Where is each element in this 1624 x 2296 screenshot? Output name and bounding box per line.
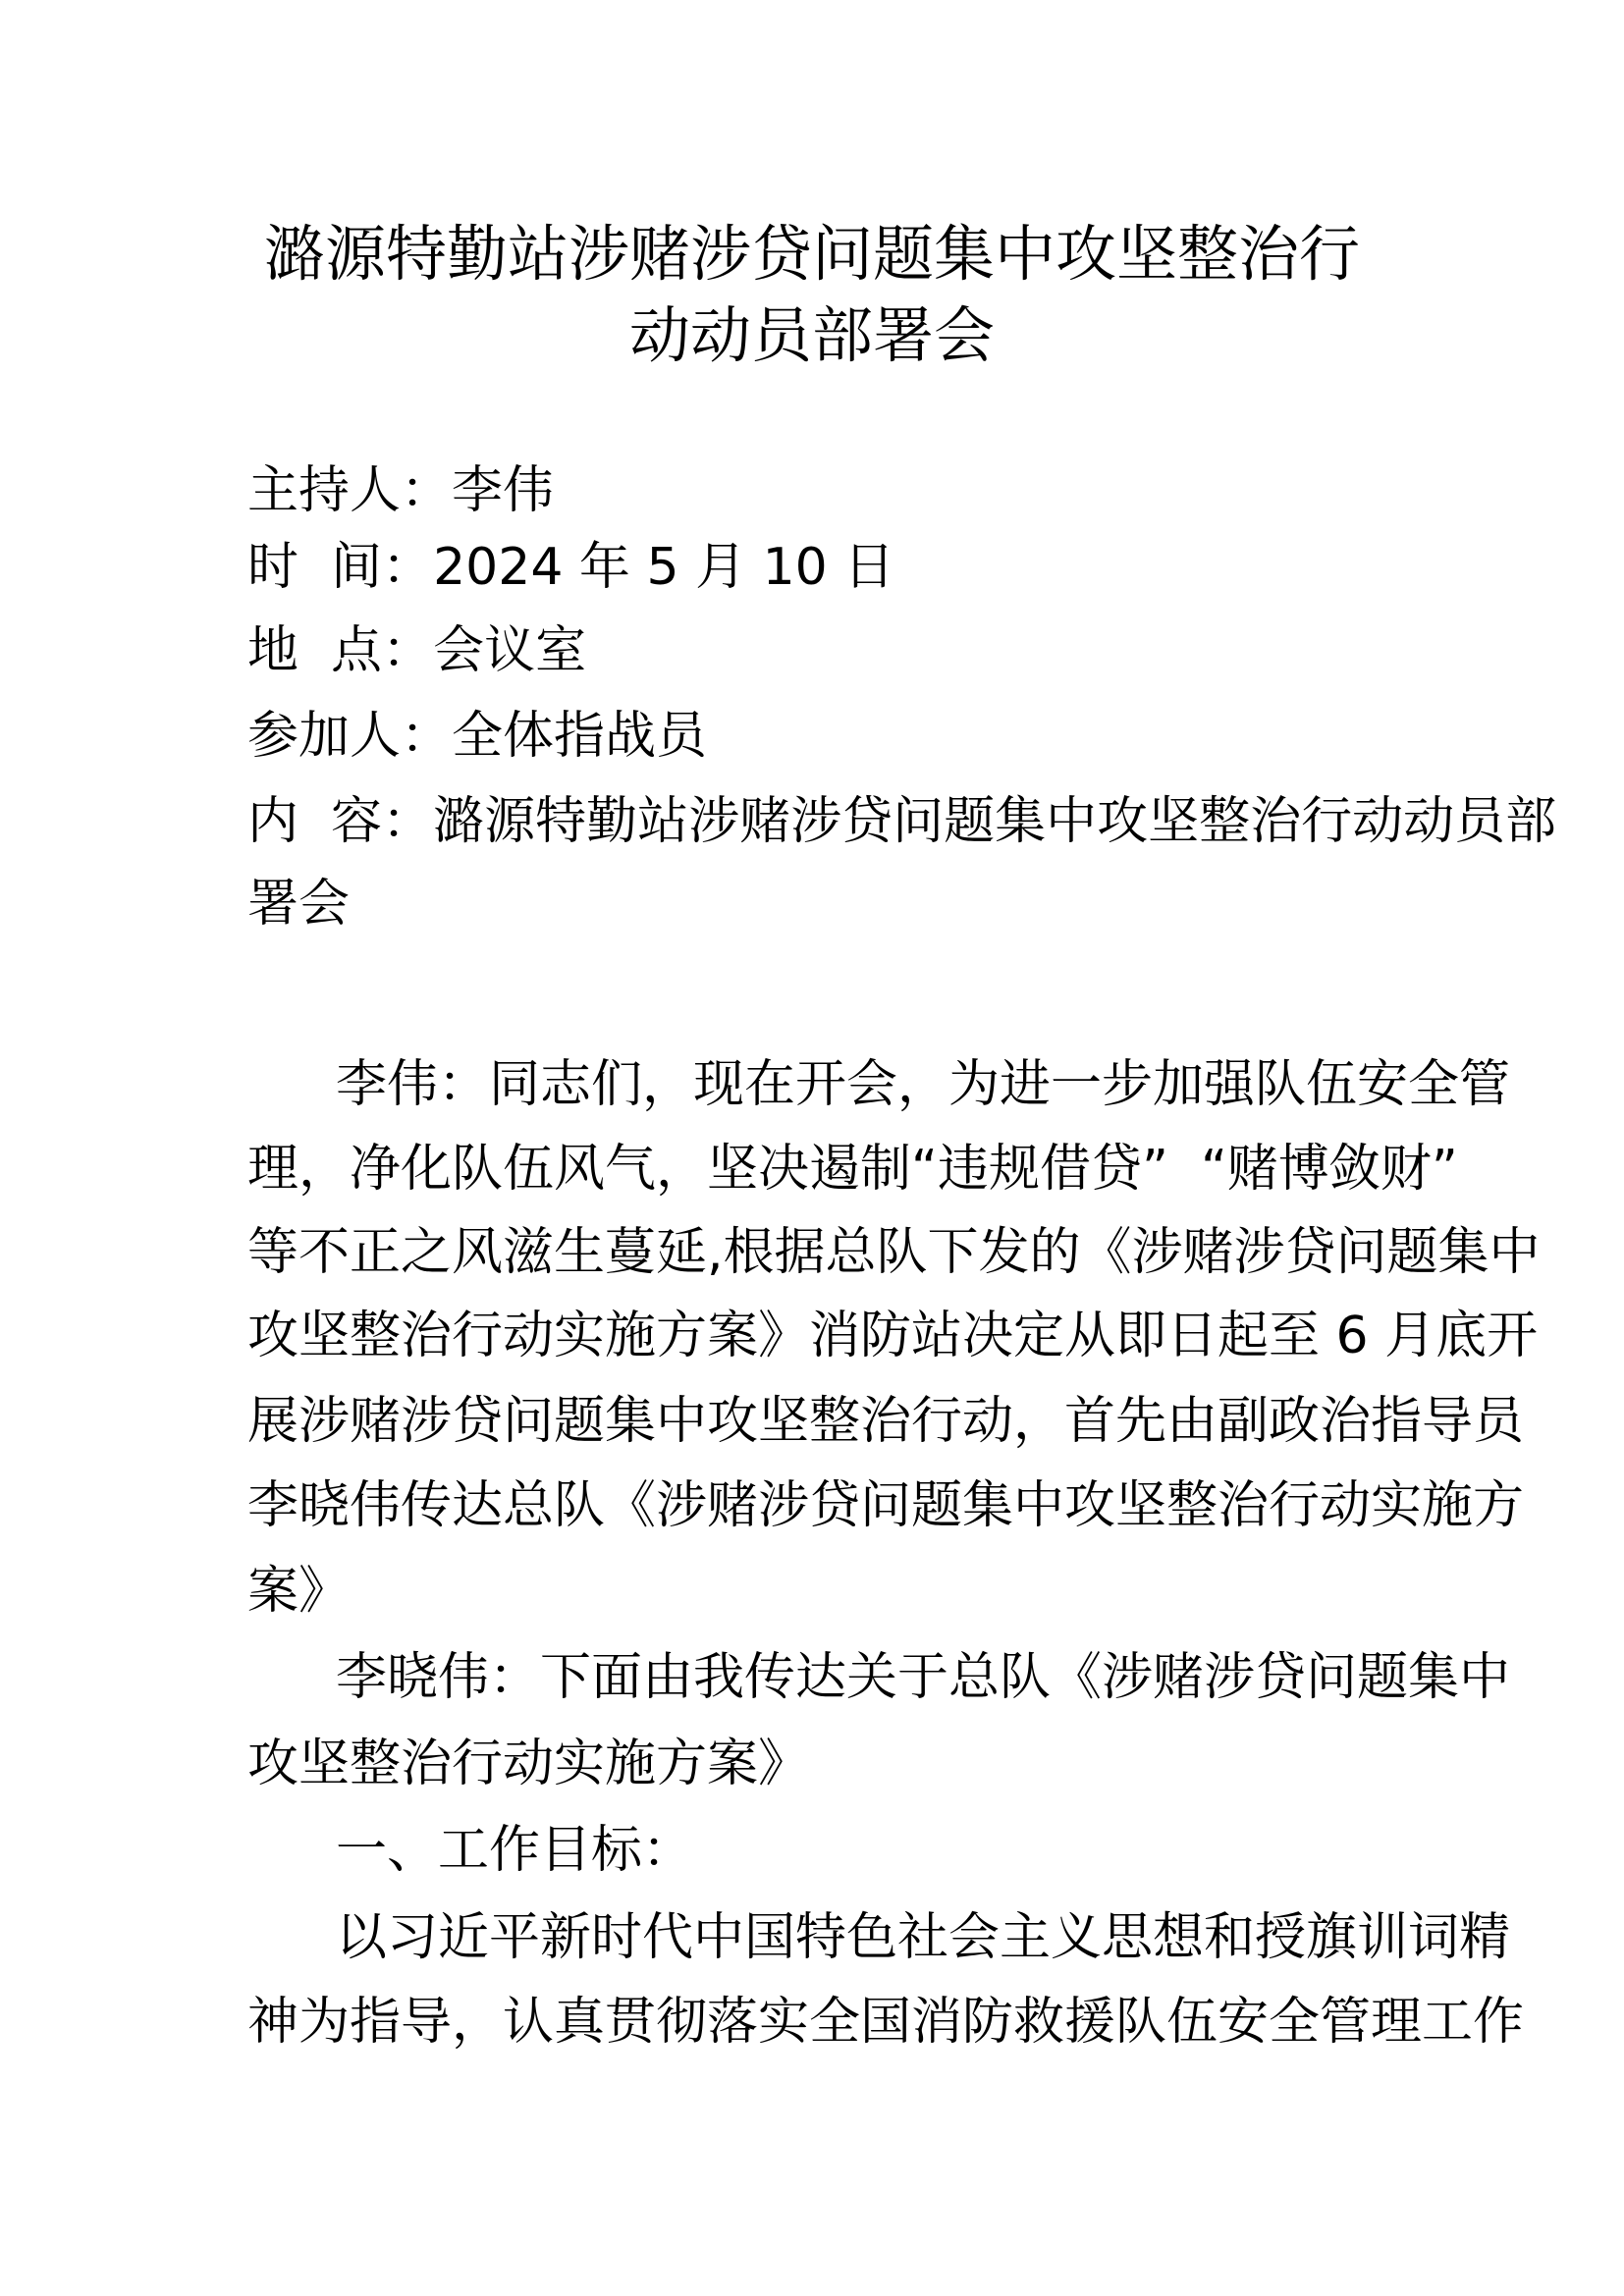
document-title-line-1: 潞源特勤站涉赌涉贷问题集中攻坚整治行: [263, 218, 1360, 290]
meta-time: [247, 525, 1388, 610]
paragraph-line: 以习近平新时代中国特色社会主义思想和授旗训词精: [336, 1908, 1511, 1967]
meta-attendees: [247, 694, 1388, 778]
meta-place-label: 地 点：: [247, 621, 434, 680]
meta-host: [247, 449, 1388, 533]
paragraph-line: 理，净化队伍风气，坚决遏制“违规借贷” “赌博敛财”: [247, 1140, 1458, 1199]
document-title-line-2: 动动员部署会: [628, 299, 995, 371]
meta-host-label: 主持人：: [247, 461, 453, 520]
meta-content-value: 潞源特勤站涉赌涉贷问题集中攻坚整治行动动员部: [433, 792, 1557, 851]
paragraph-line: 展涉赌涉贷问题集中攻坚整治行动，首先由副政治指导员: [247, 1392, 1525, 1451]
meta-time-label: 时 间：: [247, 538, 434, 597]
meta-content: [247, 779, 1557, 864]
paragraph-line: 攻坚整治行动实施方案》: [247, 1735, 810, 1793]
meta-time-value: 2024 年 5 月 10 日: [433, 538, 895, 597]
paragraph-line: 攻坚整治行动实施方案》消防站决定从即日起至 6 月底开: [247, 1307, 1539, 1365]
meta-content-label: 内 容：: [247, 792, 434, 851]
meta-host-value: 李伟: [452, 461, 555, 520]
meta-place-value: 会议室: [433, 621, 587, 680]
meta-place: [247, 609, 1388, 693]
paragraph-line: 李伟：同志们，现在开会，为进一步加强队伍安全管: [336, 1055, 1511, 1114]
section-heading: 一、工作目标：: [336, 1821, 694, 1880]
meta-attendees-value: 全体指战员: [452, 707, 708, 766]
paragraph-line: 李晓伟传达总队《涉赌涉贷问题集中攻坚整治行动实施方: [247, 1476, 1525, 1535]
meta-content-cont: 署会: [247, 875, 351, 934]
paragraph-line: 李晓伟：下面由我传达关于总队《涉赌涉贷问题集中: [336, 1648, 1511, 1707]
meta-attendees-label: 参加人：: [247, 707, 453, 766]
paragraph-line: 神为指导，认真贯彻落实全国消防救援队伍安全管理工作: [247, 1993, 1525, 2052]
paragraph-line: 案》: [247, 1562, 351, 1621]
paragraph-line: 等不正之风滋生蔓延,根据总队下发的《涉赌涉贷问题集中: [247, 1223, 1541, 1282]
